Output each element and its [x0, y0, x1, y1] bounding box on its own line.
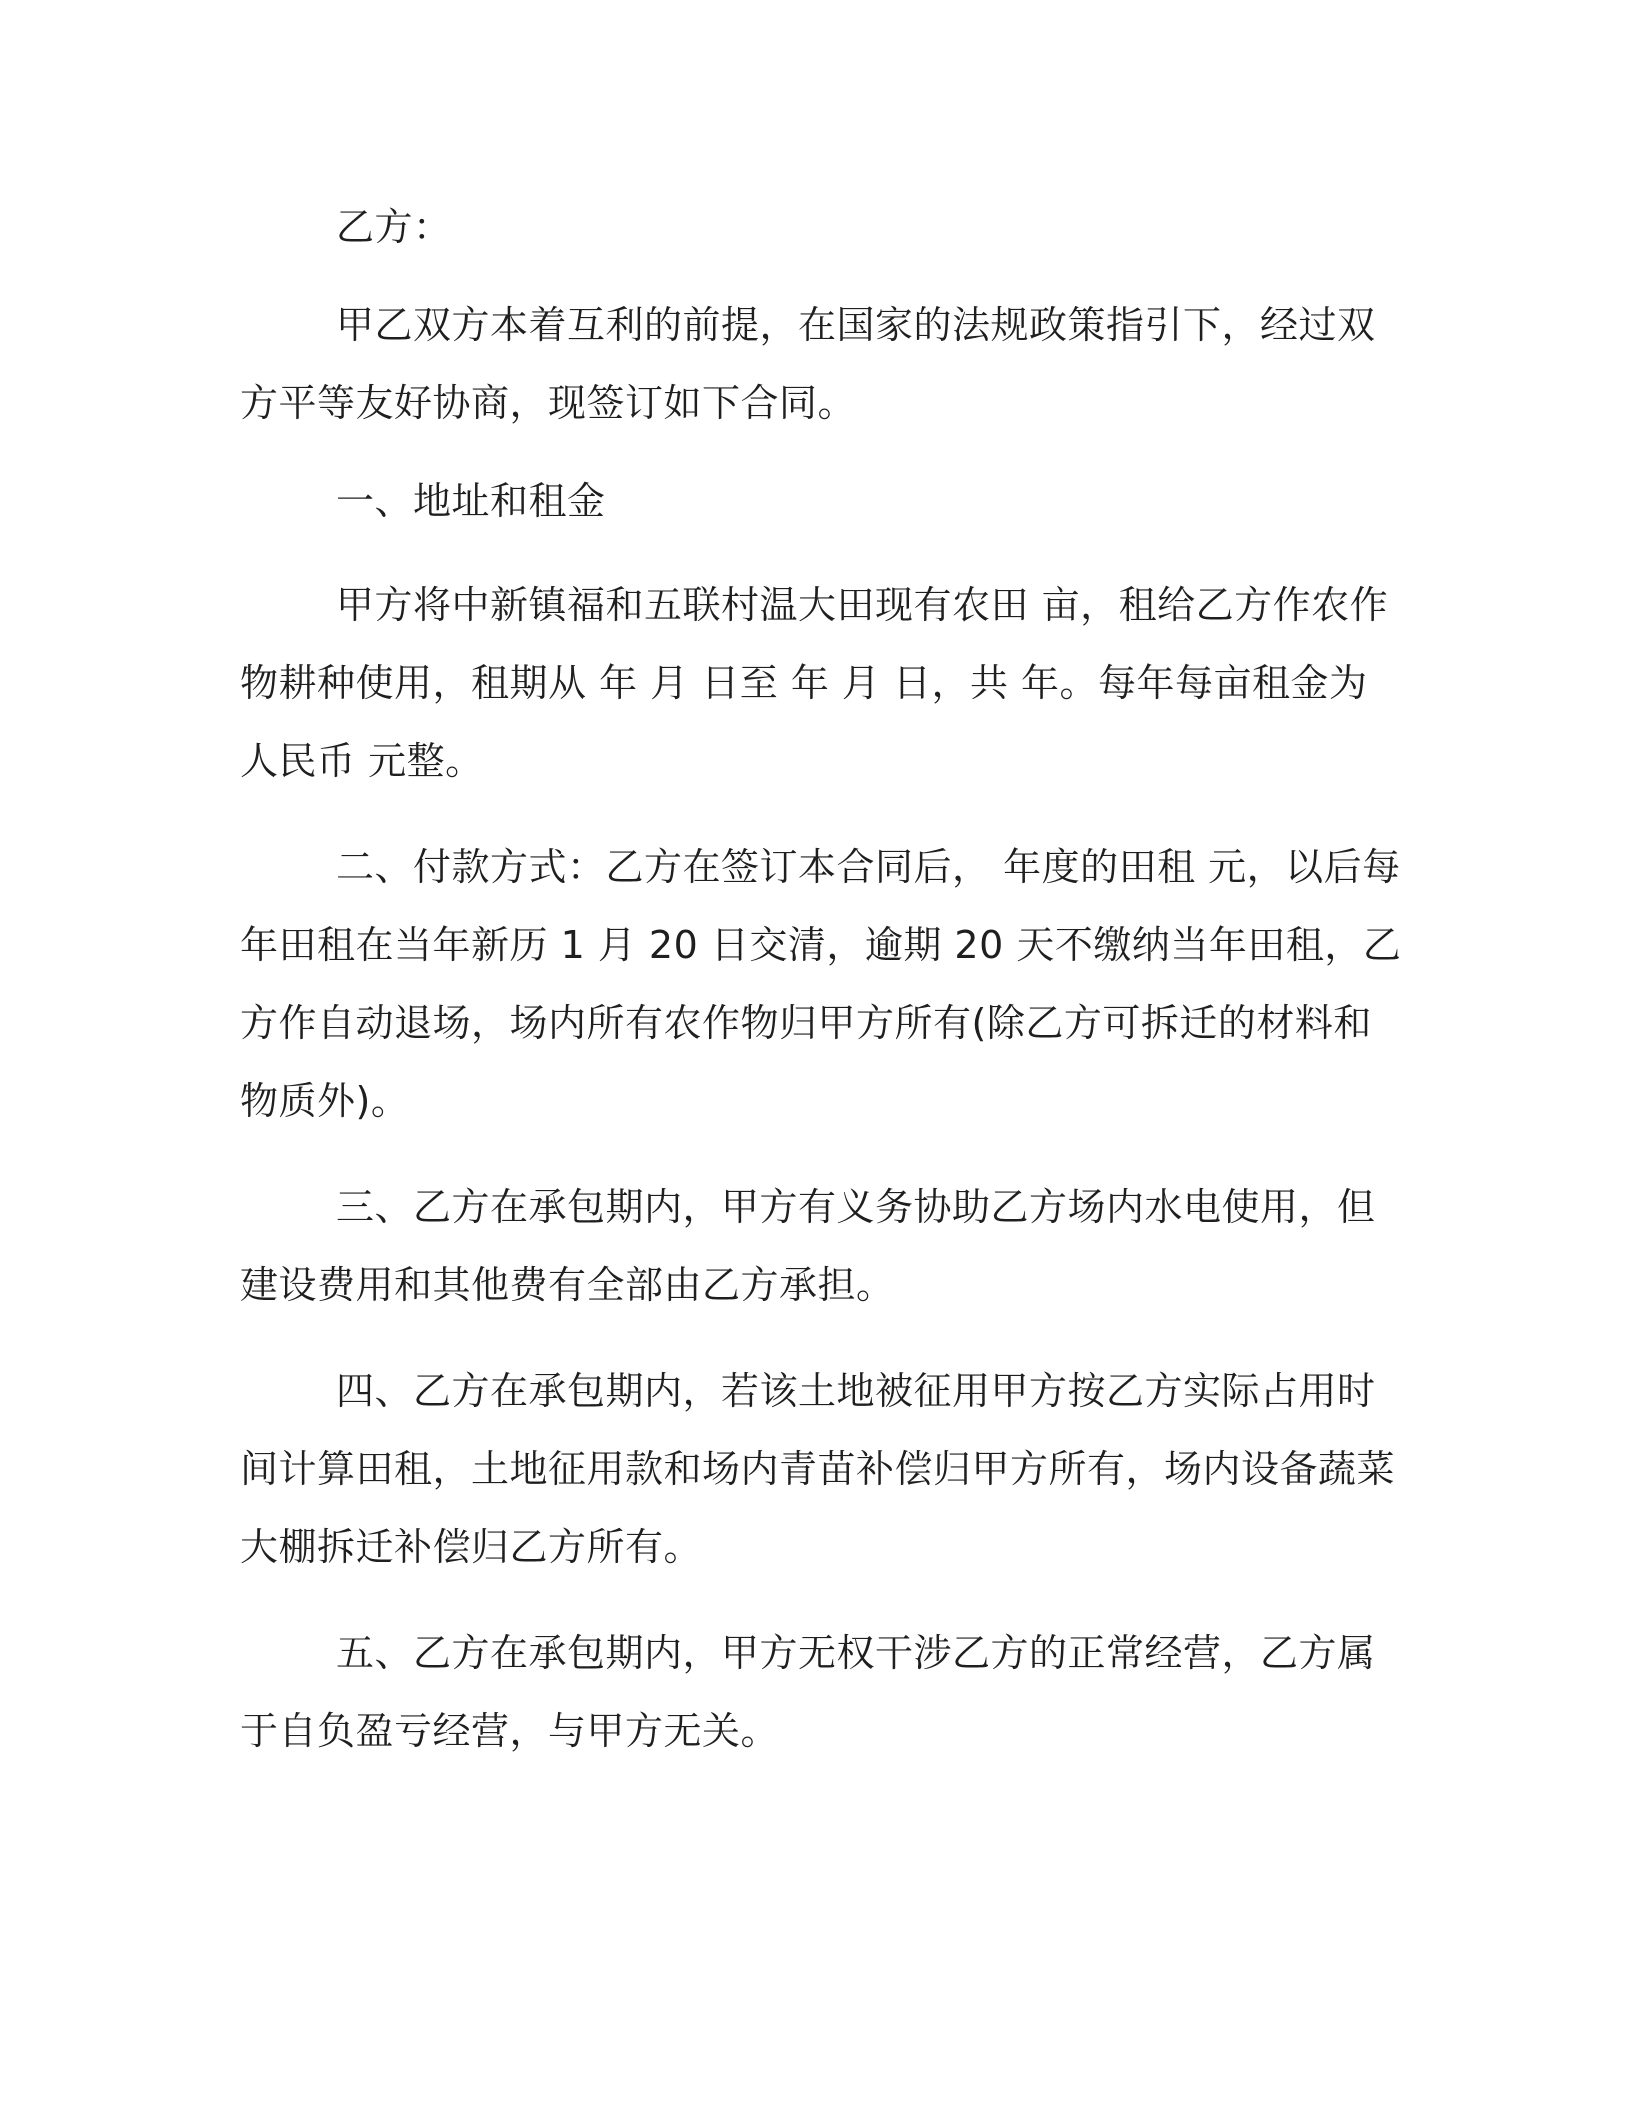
section-heading-address-rent: 一、地址和租金: [336, 479, 606, 523]
section-land-requisition: 四、乙方在承包期内，若该土地被征用甲方按乙方实际占用时间计算田租，土地征用款和场内青苗补偿归甲方所有，场内设备蔬菜大棚拆迁补偿归乙方所有。: [240, 1369, 1396, 1569]
section-utilities: 三、乙方在承包期内，甲方有义务协助乙方场内水电使用，但建设费用和其他费有全部由乙方承担。: [240, 1185, 1376, 1307]
section-payment-method: 二、付款方式：乙方在签订本合同后， 年度的田租 元，以后每年田租在当年新历 1 月 20 日交清，逾期 20 天不缴纳当年田租，乙方作自动退场，场内所有农作物归甲方所有(除乙方可拆迁的材料和物质外)。: [240, 845, 1402, 1123]
party-b-label: 乙方：: [336, 205, 452, 249]
intro-paragraph: 甲乙双方本着互利的前提，在国家的法规政策指引下，经过双方平等友好协商，现签订如下合同。: [240, 303, 1376, 425]
contract-body: [240, 188, 1402, 1770]
section-rent-details: 甲方将中新镇福和五联村温大田现有农田 亩，租给乙方作农作物耕种使用，租期从 年 月 日至 年 月 日，共 年。每年每亩租金为人民币 元整。: [240, 583, 1389, 783]
section-operations: 五、乙方在承包期内，甲方无权干涉乙方的正常经营，乙方属于自负盈亏经营，与甲方无关。: [240, 1631, 1376, 1753]
